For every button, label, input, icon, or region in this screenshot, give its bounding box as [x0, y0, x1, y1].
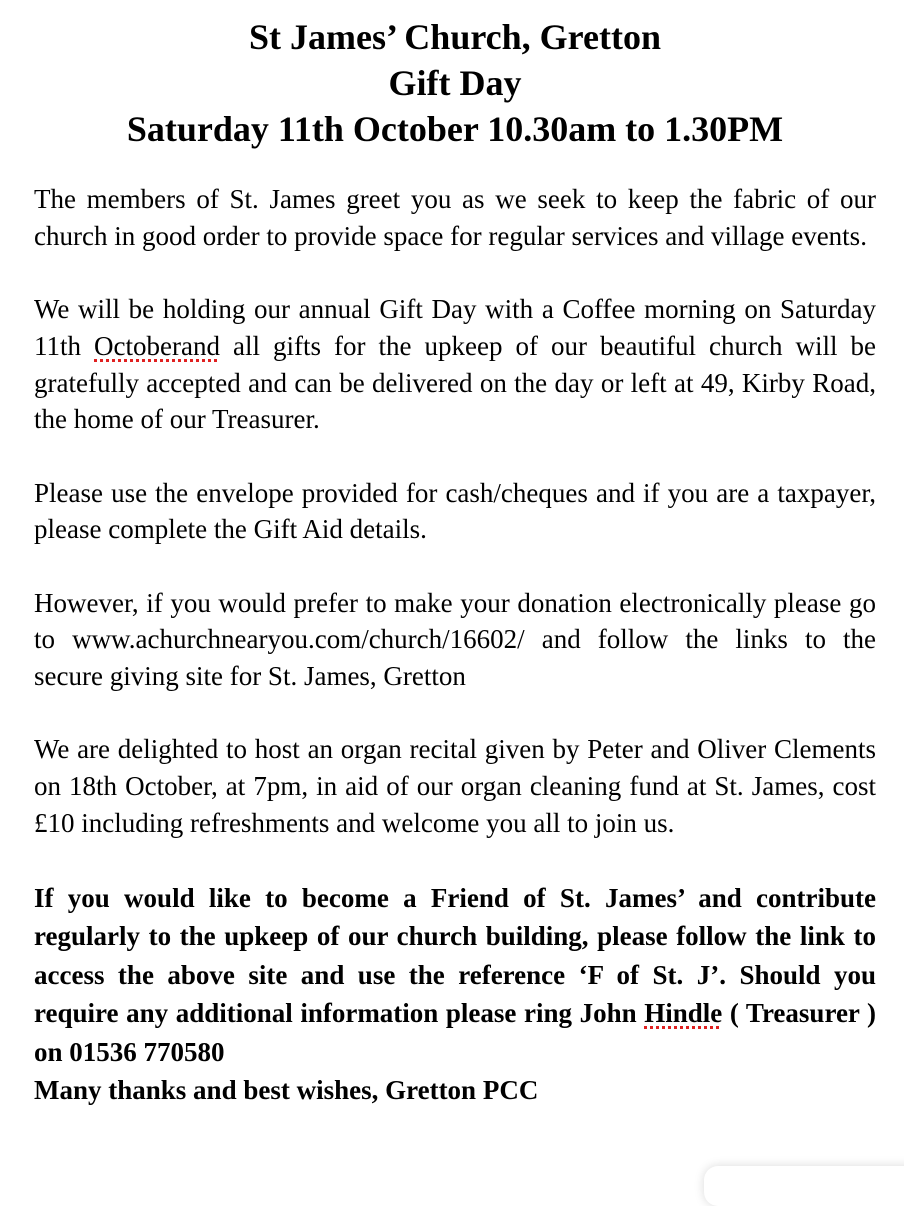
- friend-notice-text-end: ( Treasurer ) on 01536 770580: [34, 998, 877, 1067]
- title-event-name: Gift Day: [388, 63, 522, 103]
- title-church-name: St James’ Church, Gretton: [249, 17, 661, 57]
- gift-day-text-start: We will be holding our annual Gift Day with a Coffee morning on Saturday 11th: [34, 294, 876, 361]
- friend-notice-text-start: If you would like to become a Friend of St. James’ and contribute regularly to the upkeep of our church building, please follow the link to access the above site and use the reference ‘F of St. J’. Should you require any additional information please ring John: [34, 882, 876, 1029]
- corner-panel-edge: [704, 1166, 904, 1206]
- paragraph-friend-notice: [34, 879, 876, 1072]
- spellcheck-flagged-name[interactable]: Hindle: [644, 998, 723, 1029]
- paragraph-welcome: The members of St. James greet you as we seek to keep the fabric of our church in good order to provide space for regular services and village events.: [34, 184, 876, 251]
- paragraph-online-donation: However, if you would prefer to make your donation electronically please go to www.achurchnearyou.com/church/16602/ and follow the links to the secure giving site for St. James, Gretton: [34, 587, 876, 692]
- sign-off: Many thanks and best wishes, Gretton PCC: [34, 1075, 539, 1106]
- spellcheck-flagged-word[interactable]: Octoberand: [94, 330, 220, 361]
- paragraph-envelope: Please use the envelope provided for cash/cheques and if you are a taxpayer, please complete the Gift Aid details.: [34, 477, 876, 545]
- paragraph-organ-recital: We are delighted to host an organ recital given by Peter and Oliver Clements on 18th October, at 7pm, in aid of our organ cleaning fund at St. James, cost £10 including refreshments and welcome you all to join us.: [34, 734, 876, 838]
- document-page: [34, 14, 876, 1110]
- document-title: [34, 14, 876, 152]
- title-event-date: Saturday 11th October 10.30am to 1.30PM: [126, 109, 784, 149]
- paragraph-gift-day: [34, 291, 876, 438]
- gift-day-text-end: all gifts for the upkeep of our beautiful church will be gratefully accepted and can be delivered on the day or left at 49, Kirby Road, the home of our Treasurer.: [34, 330, 877, 435]
